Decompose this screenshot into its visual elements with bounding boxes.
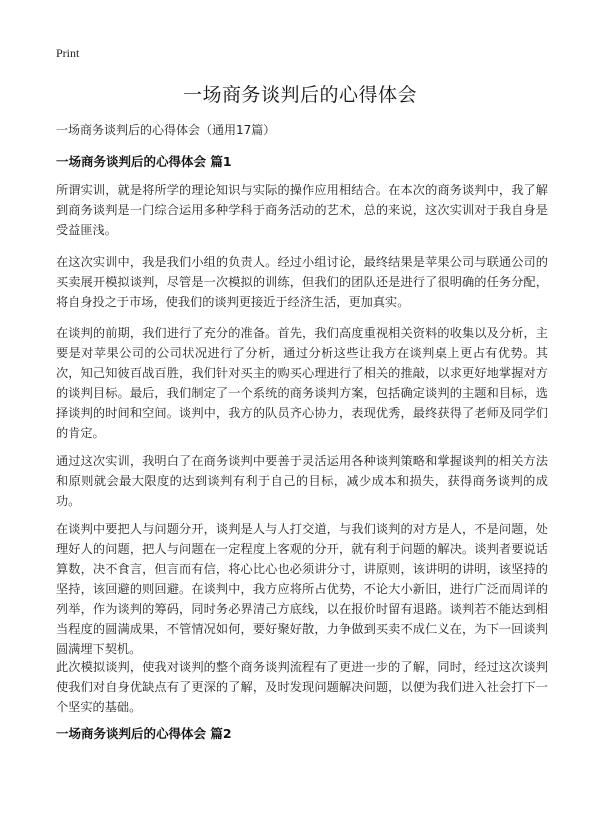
paragraph-3: 在谈判的前期，我们进行了充分的准备。首先，我们高度重视相关资料的收集以及分析，主要是对苹果公司的公司状况进行了分析，通过分析这些让我方在谈判桌上更占有优势。其次，知己知彼百战百胜，我们针对买主的购买心理进行了相关的推敲，以求更好地掌握对方的谈判目标。最后，我们制定了一个系统的商务谈判方案，包括确定谈判的主题和目标，选择谈判的时间和空间。谈判中，我方的队员齐心协力，表现优秀，最终获得了老师及同学们的肯定。 [56, 326, 548, 440]
document-title: 一场商务谈判后的心得体会 [182, 84, 417, 106]
paragraph-1: 所谓实训，就是将所学的理论知识与实际的操作应用相结合。在本次的商务谈判中，我了解到商务谈判是一门综合运用多种学科于商务活动的艺术，总的来说，这次实训对于我自身是受益匪浅。 [56, 183, 548, 237]
section-heading-2: 一场商务谈判后的心得体会 篇2 [56, 726, 232, 741]
paragraph-5: 在谈判中要把人与问题分开，谈判是人与人打交道，与我们谈判的对方是人，不是问题，处理好人的问题，把人与问题在一定程度上客观的分开，就有利于问题的解决。谈判者要说话算数，决不食言，但言而有信，将心比心也必须讲分寸，讲原则，该讲明的讲明，该坚持的坚持，该回避的则回避。在谈判中，我方应将所占优势，不论大小新旧，进行广泛而周详的列举，作为谈判的筹码，同时务必界清己方底线，以在报价时留有退路。谈判若不能达到相当程度的圆满成果，不管情况如何，要好聚好散，力争做到买卖不成仁义在，为下一回谈判圆满埋下契机。 [56, 522, 548, 656]
section-heading-1: 一场商务谈判后的心得体会 篇1 [56, 154, 232, 169]
paragraph-4: 通过这次实训，我明白了在商务谈判中要善于灵活运用各种谈判策略和掌握谈判的相关方法和原则就会最大限度的达到谈判有利于自己的目标，减少成本和损失，获得商务谈判的成功。 [56, 454, 548, 508]
paragraph-6: 此次模拟谈判，使我对谈判的整个商务谈判流程有了更进一步的了解，同时，经过这次谈判使我们对自身优缺点有了更深的了解，及时发现问题解决问题，以便为我们进入社会打下一个坚实的基础。 [56, 660, 548, 714]
paragraph-2: 在这次实训中，我是我们小组的负责人。经过小组讨论，最终结果是苹果公司与联通公司的买卖展开模拟谈判，尽管是一次模拟的训练，但我们的团队还是进行了很明确的任务分配，将自身投之于市场，使我们的谈判更接近于经济生活，更加真实。 [56, 255, 548, 309]
print-link[interactable]: Print [56, 46, 80, 60]
document-subtitle: 一场商务谈判后的心得体会（通用17篇） [56, 123, 276, 137]
